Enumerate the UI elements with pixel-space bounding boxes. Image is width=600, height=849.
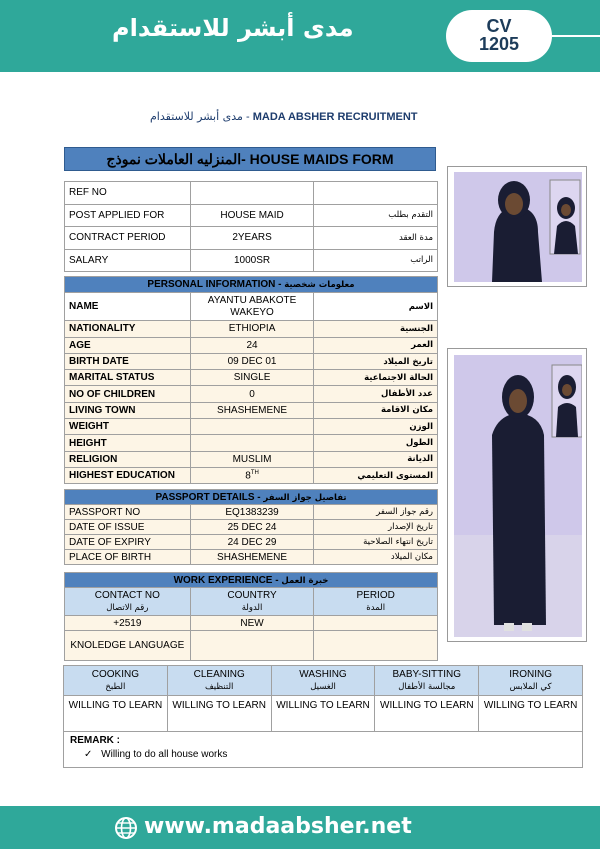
row-value [190,182,314,205]
skill-name: WASHING [299,668,347,680]
company-sep: - [246,111,250,123]
website-link[interactable]: www.madaabsher.net [144,814,412,839]
row-value: MUSLIM [190,451,314,467]
row-label: NAME [65,293,191,321]
work-col-period-ar: المدة [366,602,386,613]
skill-name-ar: الطبخ [105,681,126,692]
footer-banner [0,806,600,849]
work-col-country [190,588,314,616]
row-value: 2YEARS [190,227,314,250]
table-row [65,386,438,402]
row-label: PASSPORT NO [65,505,191,520]
skill-value: WILLING TO LEARN [64,696,168,732]
table-row [65,419,438,435]
skill-name: CLEANING [193,668,245,680]
table-row [65,321,438,337]
skill-name: BABY-SITTING [392,668,462,680]
row-label: SALARY [65,249,191,272]
row-label: WEIGHT [65,419,191,435]
skill-name-ar: التنظيف [204,681,234,692]
banner-divider-line [552,35,600,37]
remark-title: REMARK : [70,735,120,746]
education-value: 8 [245,470,251,482]
work-col-contact [65,588,191,616]
passport-heading-en: PASSPORT DETAILS - [155,491,261,503]
table-row [65,227,438,250]
row-value [190,419,314,435]
row-label: DATE OF ISSUE [65,520,191,535]
row-label-ar: الديانة [314,451,438,467]
row-label-ar: الوزن [314,419,438,435]
cv-number-badge [446,10,552,62]
row-value: 0 [190,386,314,402]
row-label-ar: المستوى التعليمي [314,467,438,483]
skill-name-ar: الغسيل [310,681,336,692]
personal-info-heading [65,277,438,293]
row-value: 24 DEC 29 [190,535,314,550]
table-row [65,451,438,467]
checkmark-icon: ✓ [84,749,93,760]
table-row [65,435,438,451]
row-label-ar: العمر [314,337,438,353]
row-label-ar: مكان الميلاد [314,550,438,565]
remark-item [70,749,576,760]
skill-value: WILLING TO LEARN [167,696,271,732]
row-label: AGE [65,337,191,353]
table-row [65,370,438,386]
portrait-figure-icon [454,172,582,282]
work-period-value [314,616,438,631]
portrait-photo [454,172,582,282]
row-label-ar: الجنسية [314,321,438,337]
company-name-line [150,110,418,123]
skills-table [63,665,583,768]
personal-info-table [64,276,438,484]
knowledge-language-value [190,631,314,661]
full-body-photo-frame [447,348,587,642]
row-label-ar: تاريخ الإصدار [314,520,438,535]
skill-header [64,666,168,696]
row-value: AYANTU ABAKOTE WAKEYO [190,293,314,321]
work-experience-table [64,572,438,661]
row-label: HEIGHT [65,435,191,451]
table-row [65,402,438,418]
row-label-ar: التقدم بطلب [314,204,438,227]
work-col-contact-ar: رقم الاتصال [106,602,149,613]
row-label-ar: الطول [314,435,438,451]
row-label: LIVING TOWN [65,402,191,418]
row-label-ar: الحالة الاجتماعية [314,370,438,386]
row-label: NO OF CHILDREN [65,386,191,402]
form-title: المنزليه العاملات نموذج- HOUSE MAIDS FORM [64,147,436,171]
work-heading-en: WORK EXPERIENCE - [173,574,279,586]
row-label: CONTRACT PERIOD [65,227,191,250]
row-label-ar: رقم جواز السفر [314,505,438,520]
row-label-ar [314,182,438,205]
skill-header [479,666,583,696]
skill-name-ar: مجالسة الأطفال [398,681,456,692]
row-label-ar: مدة العقد [314,227,438,250]
company-name-en: MADA ABSHER RECRUITMENT [252,111,418,123]
work-col-country-en: COUNTRY [227,589,277,601]
personal-heading-ar: معلومات شخصية [284,280,355,291]
row-label: BIRTH DATE [65,353,191,369]
header-banner [0,0,600,72]
work-heading-ar: خبرة العمل [281,575,329,586]
work-country-value: NEW [190,616,314,631]
row-label-ar: تاريخ الميلاد [314,353,438,369]
skill-value: WILLING TO LEARN [271,696,375,732]
row-label-ar: الراتب [314,249,438,272]
table-row [65,204,438,227]
work-heading [65,573,438,588]
cv-number: 1205 [478,34,520,54]
table-row [65,535,438,550]
row-value: 24 [190,337,314,353]
row-value: 25 DEC 24 [190,520,314,535]
skill-header [375,666,479,696]
portrait-photo-frame [447,166,587,287]
row-label: PLACE OF BIRTH [65,550,191,565]
row-label: HIGHEST EDUCATION [65,467,191,483]
table-row [65,520,438,535]
knowledge-language-extra [314,631,438,661]
company-name-ar: مدى أبشر للاستقدام [150,110,243,123]
table-row [65,249,438,272]
application-table [64,181,438,272]
row-label-ar: تاريخ انتهاء الصلاحية [314,535,438,550]
row-value: SHASHEMENE [190,402,314,418]
full-body-photo [454,355,582,637]
work-col-country-ar: الدولة [241,602,263,613]
skill-name-ar: كي الملابس [509,681,552,692]
table-row [65,337,438,353]
table-row [65,182,438,205]
row-value: 09 DEC 01 [190,353,314,369]
row-label-ar: عدد الأطفال [314,386,438,402]
row-value [190,435,314,451]
row-label: RELIGION [65,451,191,467]
remark-text: Willing to do all house works [101,749,228,760]
row-label: MARITAL STATUS [65,370,191,386]
row-value: 1000SR [190,249,314,272]
skill-name: COOKING [91,668,140,680]
globe-icon [114,816,138,840]
row-value: ETHIOPIA [190,321,314,337]
work-contact-value: +2519 [65,616,191,631]
passport-heading-ar: تفاصيل جواز السفر [263,492,347,503]
row-value: SINGLE [190,370,314,386]
row-label: REF NO [65,182,191,205]
table-row [65,467,438,483]
row-label-ar: الاسم [314,293,438,321]
row-label: DATE OF EXPIRY [65,535,191,550]
skill-header [167,666,271,696]
row-value [190,467,314,483]
row-label-ar: مكان الاقامة [314,402,438,418]
personal-heading-en: PERSONAL INFORMATION - [147,279,282,291]
passport-heading [65,490,438,505]
work-col-period-en: PERIOD [356,589,395,601]
full-body-figure-icon [454,355,582,637]
cv-label: CV [486,16,512,36]
table-row [65,505,438,520]
work-col-period [314,588,438,616]
table-row [65,293,438,321]
banner-title: مدى أبشر للاستقدام [112,14,354,42]
table-row [65,353,438,369]
education-suffix: TH [250,469,259,476]
passport-table [64,489,438,565]
skill-value: WILLING TO LEARN [479,696,583,732]
work-col-contact-en: CONTACT NO [94,589,160,601]
row-label: POST APPLIED FOR [65,204,191,227]
remark-cell [64,732,583,768]
row-value: EQ1383239 [190,505,314,520]
skill-header [271,666,375,696]
skill-name: IRONING [509,668,552,680]
table-row [65,550,438,565]
row-value: HOUSE MAID [190,204,314,227]
skill-value: WILLING TO LEARN [375,696,479,732]
row-label: NATIONALITY [65,321,191,337]
row-value: SHASHEMENE [190,550,314,565]
knowledge-language-label: KNOLEDGE LANGUAGE [65,631,191,661]
